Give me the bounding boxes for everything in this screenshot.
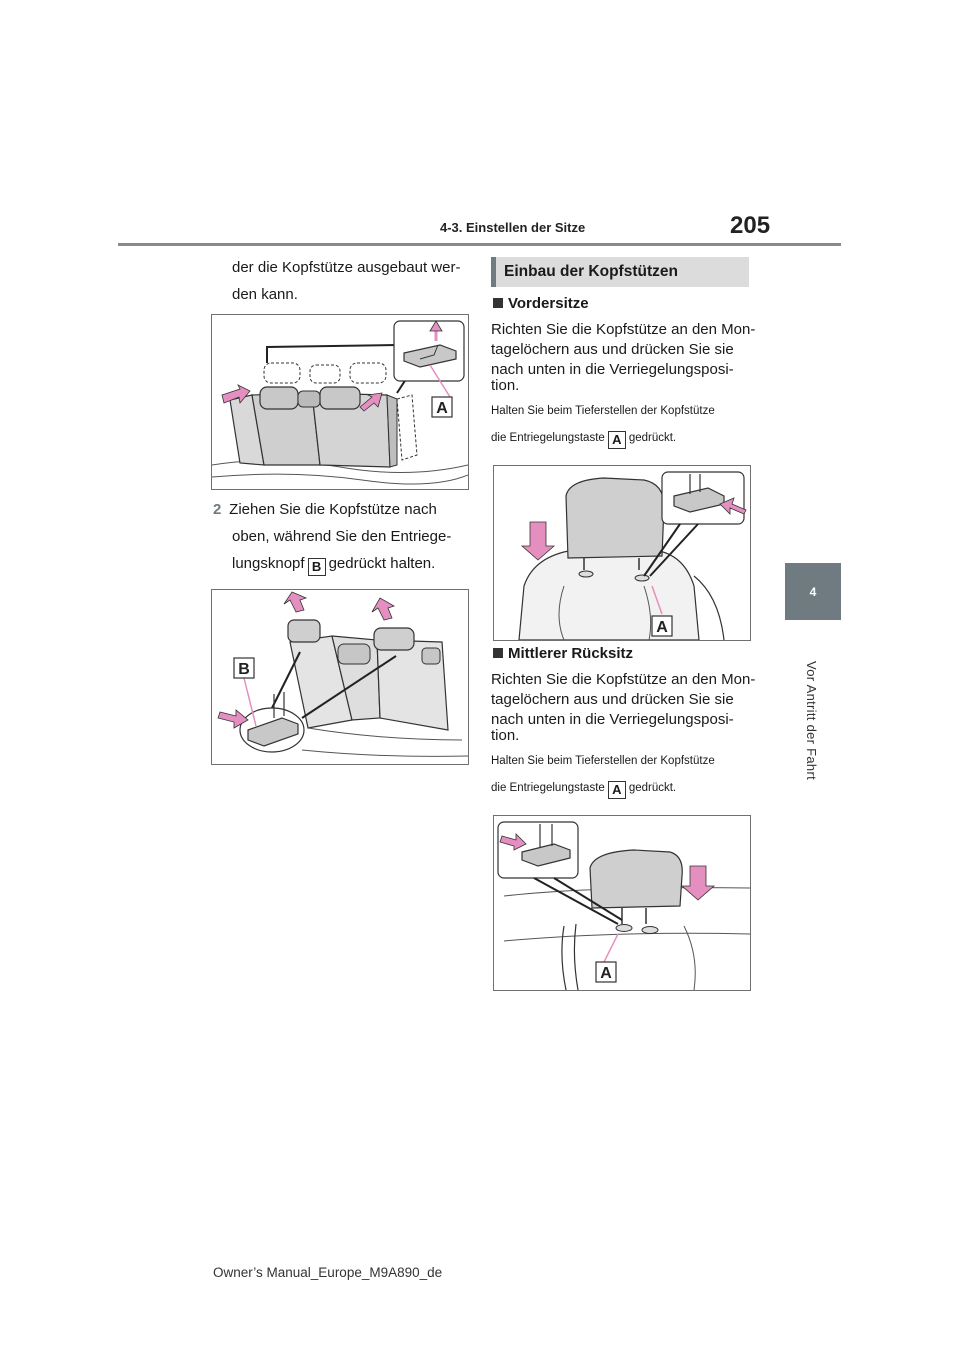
footer-manual-id: Owner’s Manual_Europe_M9A890_de — [213, 1265, 443, 1280]
front-line-3: nach unten in die Verriegelungsposi- — [491, 361, 734, 378]
front-note-line-2 — [491, 431, 676, 449]
front-seats-heading — [493, 295, 589, 312]
square-bullet-icon — [493, 298, 503, 308]
chapter-tab: 4 — [785, 563, 841, 620]
page-number: 205 — [730, 212, 771, 239]
middle-line-2: tagelöchern aus und drücken Sie sie — [491, 691, 734, 708]
section-header: 4-3. Einstellen der Sitze — [440, 220, 586, 235]
figure4-label: A — [600, 965, 612, 982]
front-line-2: tagelöchern aus und drücken Sie sie — [491, 341, 734, 358]
figure3-label: A — [656, 619, 668, 636]
front-note-line-1: Halten Sie beim Tieferstellen der Kopfstütze — [491, 405, 715, 417]
step-2-text-3a: lungsknopf — [232, 555, 305, 572]
middle-note-text-b: gedrückt. — [628, 782, 677, 794]
step-2-text-3b: gedrückt halten. — [328, 555, 436, 572]
chapter-title — [712, 620, 912, 820]
figure1-label: A — [436, 400, 448, 417]
square-bullet-icon — [493, 648, 503, 658]
continuation-line-1: der die Kopfstütze ausgebaut wer- — [232, 259, 461, 276]
middle-note-text-a: die Entriegelungstaste — [491, 782, 605, 794]
continuation-line-2: den kann. — [232, 286, 298, 303]
section-box-title: Einbau der Kopfstützen — [491, 257, 749, 287]
figure-front-headrest-install — [493, 465, 751, 641]
middle-note-line-1: Halten Sie beim Tieferstellen der Kopfstütze — [491, 755, 715, 767]
middle-heading-text: Mittlerer Rücksitz — [508, 645, 634, 662]
step-2-text-1: Ziehen Sie die Kopfstütze nach — [229, 501, 437, 518]
front-note-text-a: die Entriegelungstaste — [491, 432, 605, 444]
step-number: 2 — [213, 501, 222, 518]
key-a-badge: A — [608, 431, 626, 449]
step-2-line-2: oben, während Sie den Entriege- — [232, 528, 452, 545]
middle-note-line-2 — [491, 781, 676, 799]
middle-seat-heading — [493, 645, 633, 662]
key-a-badge: A — [608, 781, 626, 799]
middle-line-3: nach unten in die Verriegelungsposi- — [491, 711, 734, 728]
front-line-1: Richten Sie die Kopfstütze an den Mon- — [491, 321, 756, 338]
figure-middle-headrest-install — [493, 815, 751, 991]
middle-line-4: tion. — [491, 727, 520, 744]
step-2-line-3 — [232, 554, 435, 576]
figure2-label: B — [238, 661, 250, 678]
step-2-line-1 — [213, 500, 437, 520]
front-heading-text: Vordersitze — [508, 295, 589, 312]
front-note-text-b: gedrückt. — [628, 432, 677, 444]
figure-rear-headrest-removal — [211, 314, 469, 490]
figure-headrest-release-button — [211, 589, 469, 765]
middle-line-1: Richten Sie die Kopfstütze an den Mon- — [491, 671, 756, 688]
key-b-badge: B — [308, 558, 326, 576]
header-rule — [118, 243, 841, 246]
chapter-title-text: Vor Antritt der Fahrt — [804, 660, 820, 780]
front-line-4: tion. — [491, 377, 520, 394]
